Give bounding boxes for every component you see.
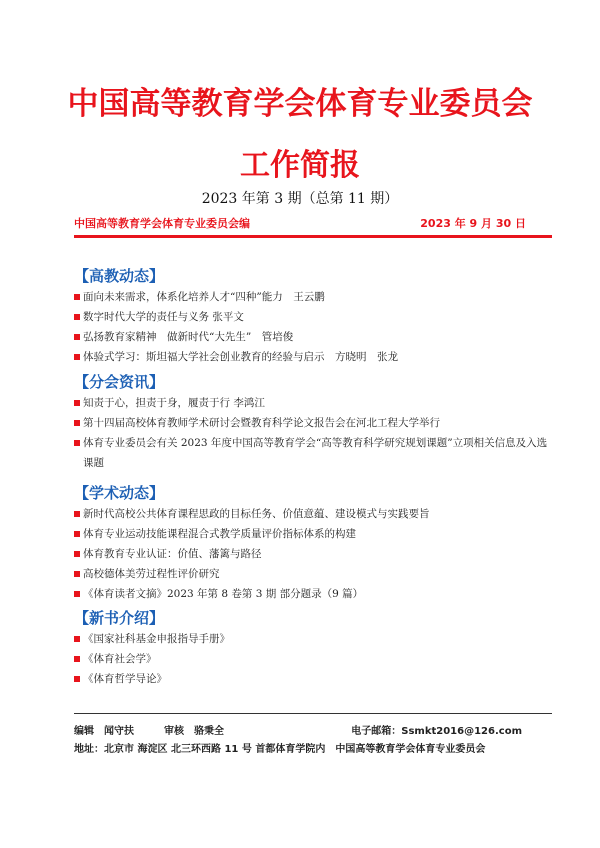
section-title: 【学术动态】 — [74, 484, 165, 502]
list-item[interactable]: 《体育读者文摘》2023 年第 8 卷第 3 期 部分题录（9 篇） — [74, 584, 554, 604]
list-item[interactable]: 数字时代大学的责任与义务 张平文 — [74, 307, 554, 327]
list-item[interactable]: 弘扬教育家精神 做新时代“大先生” 管培俊 — [74, 327, 554, 347]
footer-divider — [74, 713, 552, 714]
bullet-square-icon — [74, 676, 80, 682]
bullet-square-icon — [74, 334, 80, 340]
section-higher-ed-news — [74, 265, 554, 367]
bullet-square-icon — [74, 656, 80, 662]
publish-date: 2023 年 9 月 30 日 — [420, 217, 526, 230]
list-item[interactable]: 高校德体美劳过程性评价研究 — [74, 564, 554, 584]
list-item[interactable]: 新时代高校公共体育课程思政的目标任务、价值意蕴、建设模式与实践要旨 — [74, 504, 554, 524]
bullet-square-icon — [74, 354, 80, 360]
list-item[interactable]: 《体育哲学导论》 — [74, 669, 554, 689]
list-item[interactable]: 体育专业运动技能课程混合式教学质量评价指标体系的构建 — [74, 524, 554, 544]
footer-address: 地址：北京市 海淀区 北三环西路 11 号 首都体育学院内 中国高等教育学会体育专业委员会 — [74, 744, 486, 755]
bullet-square-icon — [74, 294, 80, 300]
list-item[interactable]: 知责于心，担责于身，履责于行 李鸿江 — [74, 393, 554, 413]
list-item[interactable]: 《国家社科基金申报指导手册》 — [74, 629, 554, 649]
bullet-square-icon — [74, 571, 80, 577]
list-item[interactable]: 面向未来需求，体系化培养人才“四种”能力 王云鹏 — [74, 287, 554, 307]
bullet-square-icon — [74, 400, 80, 406]
header-divider — [74, 235, 552, 238]
list-item[interactable]: 第十四届高校体育教师学术研讨会暨教育科学论文报告会在河北工程大学举行 — [74, 413, 554, 433]
list-item[interactable]: 体育教育专业认证：价值、藩篱与路径 — [74, 544, 554, 564]
bullet-square-icon — [74, 314, 80, 320]
footer-editors: 编辑 闻守扶 审核 骆秉全 — [74, 726, 224, 737]
section-new-books — [74, 607, 554, 689]
list-item[interactable]: 体育专业委员会有关 2023 年度中国高等教育学会“高等教育科学研究规划课题”立项相关信息及入选课题 — [74, 433, 554, 473]
footer-email[interactable]: 电子邮箱：Ssmkt2016@126.com — [351, 726, 522, 737]
bullet-square-icon — [74, 636, 80, 642]
bullet-square-icon — [74, 551, 80, 557]
editor-org: 中国高等教育学会体育专业委员会编 — [74, 217, 250, 230]
list-item[interactable]: 《体育社会学》 — [74, 649, 554, 669]
footer-editor-row — [74, 722, 552, 737]
bullet-square-icon — [74, 511, 80, 517]
bullet-square-icon — [74, 420, 80, 426]
editor-row — [74, 215, 526, 231]
section-title: 【高教动态】 — [74, 267, 165, 285]
bullet-square-icon — [74, 591, 80, 597]
list-item[interactable]: 体验式学习：斯坦福大学社会创业教育的经验与启示 方晓明 张龙 — [74, 347, 554, 367]
section-title: 【分会资讯】 — [74, 373, 165, 391]
section-branch-news — [74, 371, 554, 473]
section-title: 【新书介绍】 — [74, 609, 165, 627]
bulletin-title: 工作简报 — [240, 148, 360, 183]
bullet-square-icon — [74, 440, 80, 446]
section-academic-news — [74, 482, 554, 604]
bulletin-org-title: 中国高等教育学会体育专业委员会 — [67, 86, 533, 122]
bullet-square-icon — [74, 531, 80, 537]
issue-number: 2023 年第 3 期（总第 11 期） — [201, 191, 399, 207]
